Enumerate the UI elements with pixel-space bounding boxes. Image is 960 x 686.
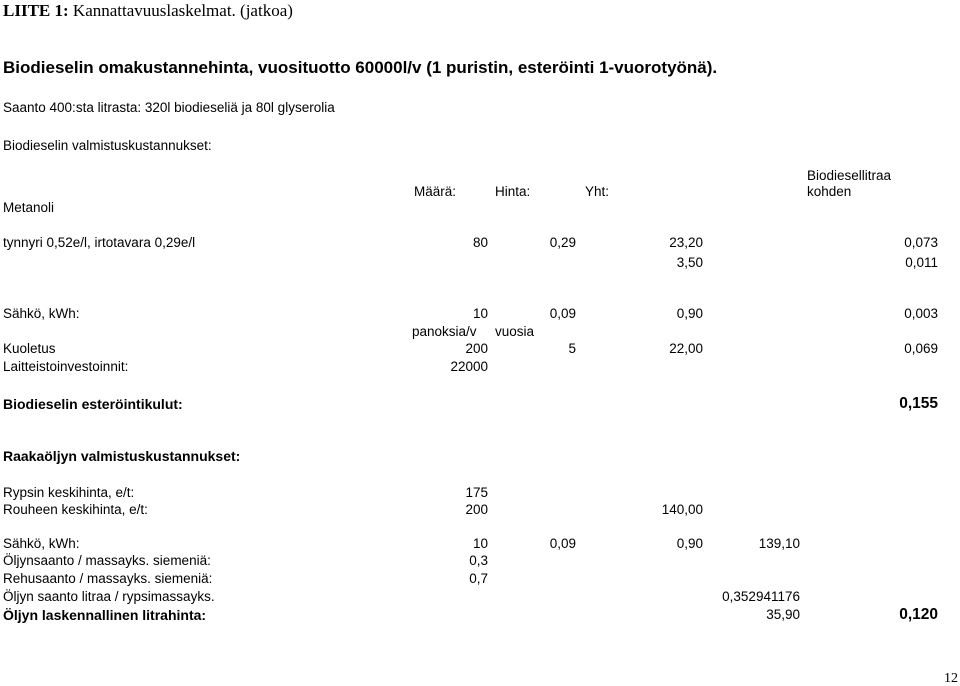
- tynnyri-label: tynnyri 0,52e/l, irtotavara 0,29e/l: [3, 235, 196, 250]
- rypsi-label: Rypsin keskihinta, e/t:: [3, 485, 135, 500]
- extra-per-litre: 0,011: [905, 255, 938, 270]
- sub-header-vuosia: vuosia: [495, 324, 535, 339]
- sub-header-panoksia: panoksia/v: [412, 324, 477, 339]
- kuoletus-hinta: 5: [568, 341, 576, 356]
- saanto-litra-label: Öljyn saanto litraa / rypsimassayks.: [3, 589, 215, 604]
- rehu-saanto-label: Rehusaanto / massayks. siemeniä:: [3, 571, 213, 586]
- section2-title: Raakaöljyn valmistuskustannukset:: [3, 448, 241, 464]
- laitteisto-maara: 22000: [450, 359, 488, 374]
- col-per-litre-line2: kohden: [807, 184, 852, 199]
- tynnyri-per-litre: 0,073: [904, 235, 938, 250]
- rouhe-yht: 140,00: [661, 502, 703, 517]
- kuoletus-yht: 22,00: [669, 341, 703, 356]
- sahko2-maara: 10: [472, 536, 488, 551]
- kuoletus-per-litre: 0,069: [904, 341, 938, 356]
- litrahinta-label: Öljyn laskennallinen litrahinta:: [3, 607, 207, 623]
- col-per-litre-line1: Biodiesellitraa: [807, 168, 892, 183]
- saanto-litra-value: 0,352941176: [722, 589, 800, 604]
- kuoletus-label: Kuoletus: [3, 341, 56, 356]
- litrahinta-value: 35,90: [766, 607, 800, 622]
- yield-note: Saanto 400:sta litrasta: 320l biodieseliä ja 80l glyserolia: [3, 100, 335, 115]
- sahko1-maara: 10: [472, 306, 488, 321]
- sahko2-extra: 139,10: [758, 536, 800, 551]
- oljy-saanto-label: Öljynsaanto / massayks. siemeniä:: [3, 553, 211, 568]
- rouhe-label: Rouheen keskihinta, e/t:: [3, 502, 148, 517]
- page-header: [3, 2, 293, 19]
- sahko1-label: Sähkö, kWh:: [3, 306, 80, 321]
- sahko2-hinta: 0,09: [549, 536, 576, 551]
- esterointi-value: 0,155: [899, 395, 938, 412]
- header-text: Kannattavuuslaskelmat. (jatkoa): [68, 1, 293, 20]
- rypsi-maara: 175: [465, 485, 488, 500]
- section1-title: Biodieselin valmistuskustannukset:: [3, 138, 212, 153]
- sahko2-label: Sähkö, kWh:: [3, 536, 80, 551]
- esterointi-label: Biodieselin esteröintikulut:: [3, 396, 183, 412]
- col-yht: Yht:: [585, 184, 610, 199]
- kuoletus-maara: 200: [465, 341, 488, 356]
- tynnyri-maara: 80: [472, 235, 488, 250]
- metanoli-label: Metanoli: [3, 200, 55, 215]
- tynnyri-yht: 23,20: [669, 235, 703, 250]
- page-number: 12: [944, 671, 958, 686]
- extra-yht: 3,50: [676, 255, 703, 270]
- oljy-saanto-maara: 0,3: [469, 553, 488, 568]
- rouhe-maara: 200: [465, 502, 488, 517]
- sahko1-yht: 0,90: [676, 306, 703, 321]
- laitteisto-label: Laitteistoinvestoinnit:: [3, 359, 129, 374]
- sahko1-per-litre: 0,003: [904, 306, 938, 321]
- tynnyri-hinta: 0,29: [549, 235, 576, 250]
- header-label: LIITE 1:: [3, 1, 69, 20]
- sahko2-yht: 0,90: [676, 536, 703, 551]
- rehu-saanto-maara: 0,7: [469, 571, 488, 586]
- sahko1-hinta: 0,09: [549, 306, 576, 321]
- col-maara: Määrä:: [414, 184, 457, 199]
- col-hinta: Hinta:: [495, 184, 531, 199]
- litrahinta-result: 0,120: [899, 606, 938, 623]
- main-heading: Biodieselin omakustannehinta, vuosituotto 60000l/v (1 puristin, esteröinti 1-vuorotyönä).: [3, 58, 718, 77]
